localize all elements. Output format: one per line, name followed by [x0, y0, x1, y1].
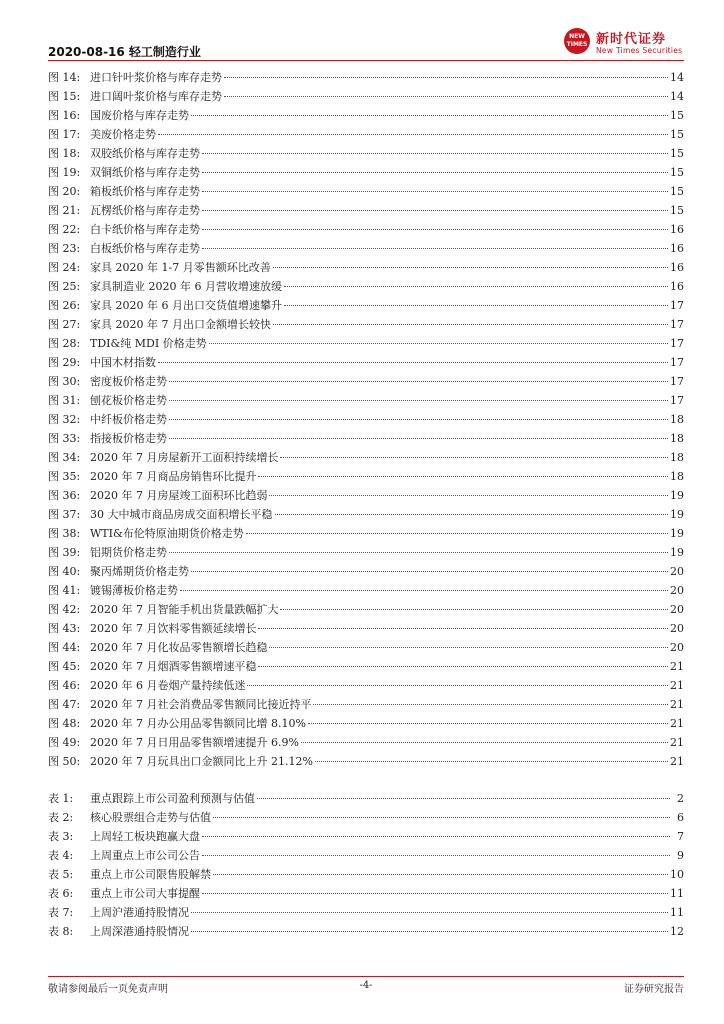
- entry-title: 2020 年 7 月玩具出口金额同比上升 21.12%: [90, 755, 313, 768]
- entry-label: 表 4:: [48, 849, 74, 862]
- entry-title: 上周轻工板块跑赢大盘: [90, 830, 200, 843]
- dot-leader: [257, 798, 670, 799]
- toc-figure-entry[interactable]: [48, 220, 684, 239]
- entry-title: 密度板价格走势: [90, 375, 167, 388]
- footer-page-number: -4-: [359, 980, 373, 991]
- entry-title: 中纤板价格走势: [90, 413, 167, 426]
- entry-label: 图 48:: [48, 717, 81, 730]
- entry-label: 图 19:: [48, 166, 81, 179]
- entry-title: 箱板纸价格与库存走势: [90, 185, 200, 198]
- footer-disclaimer: 敬请参阅最后一页免责声明: [48, 984, 168, 995]
- entry-page-number: 19: [670, 508, 684, 521]
- toc-figure-entry[interactable]: [48, 125, 684, 144]
- entry-label: 图 40:: [48, 565, 81, 578]
- entry-page-number: 14: [670, 71, 684, 84]
- entry-label: 图 49:: [48, 736, 81, 749]
- toc-table-entry[interactable]: [48, 827, 684, 846]
- dot-leader: [313, 704, 668, 705]
- entry-page-number: 21: [670, 679, 684, 692]
- toc-figure-entry[interactable]: [48, 372, 684, 391]
- dot-leader: [191, 931, 668, 932]
- toc-table-entry[interactable]: [48, 865, 684, 884]
- dot-leader: [280, 457, 668, 458]
- toc-figure-entry[interactable]: [48, 353, 684, 372]
- entry-page-number: 21: [670, 736, 684, 749]
- entry-label: 图 43:: [48, 622, 81, 635]
- dot-leader: [169, 419, 668, 420]
- dot-leader: [202, 855, 670, 856]
- entry-title: 进口阔叶浆价格与库存走势: [90, 90, 222, 103]
- dot-leader: [169, 438, 668, 439]
- entry-label: 图 31:: [48, 394, 81, 407]
- entry-page-number: 7: [677, 830, 684, 843]
- entry-page-number: 20: [670, 565, 684, 578]
- dot-leader: [169, 400, 668, 401]
- entry-page-number: 16: [670, 280, 684, 293]
- toc-table-entry[interactable]: [48, 789, 684, 808]
- entry-page-number: 18: [670, 470, 684, 483]
- entry-title: 2020 年 6 月卷烟产量持续低迷: [90, 679, 246, 692]
- dot-leader: [209, 343, 668, 344]
- entry-page-number: 19: [670, 527, 684, 540]
- entry-label: 图 17:: [48, 128, 81, 141]
- toc-figure-entry[interactable]: [48, 752, 684, 771]
- entry-page-number: 14: [670, 90, 684, 103]
- table-list: [48, 789, 684, 941]
- dot-leader: [191, 571, 668, 572]
- entry-label: 图 36:: [48, 489, 81, 502]
- dot-leader: [269, 647, 668, 648]
- entry-label: 图 30:: [48, 375, 81, 388]
- toc-figure-entry[interactable]: [48, 638, 684, 657]
- section-gap: [48, 771, 684, 789]
- entry-page-number: 20: [670, 641, 684, 654]
- entry-label: 图 29:: [48, 356, 81, 369]
- toc-figure-entry[interactable]: [48, 429, 684, 448]
- entry-title: 重点上市公司大事提醒: [90, 887, 200, 900]
- toc-figure-entry[interactable]: [48, 239, 684, 258]
- entry-label: 图 39:: [48, 546, 81, 559]
- entry-page-number: 16: [670, 223, 684, 236]
- dot-leader: [224, 96, 668, 97]
- entry-page-number: 18: [670, 432, 684, 445]
- entry-page-number: 15: [670, 147, 684, 160]
- toc-table-entry[interactable]: [48, 808, 684, 827]
- toc-figure-entry[interactable]: [48, 524, 684, 543]
- toc-figure-entry[interactable]: [48, 182, 684, 201]
- entry-page-number: 19: [670, 546, 684, 559]
- dot-leader: [246, 533, 668, 534]
- entry-page-number: 21: [670, 717, 684, 730]
- entry-label: 图 21:: [48, 204, 81, 217]
- entry-page-number: 18: [670, 451, 684, 464]
- entry-title: 国废价格与库存走势: [90, 109, 189, 122]
- entry-title: 白卡纸价格与库存走势: [90, 223, 200, 236]
- entry-label: 表 3:: [48, 830, 74, 843]
- entry-title: 家具 2020 年 1-7 月零售额环比改善: [90, 261, 271, 274]
- entry-title: 重点跟踪上市公司盈利预测与估值: [90, 792, 255, 805]
- toc-figure-entry[interactable]: [48, 486, 684, 505]
- toc-figure-entry[interactable]: [48, 87, 684, 106]
- dot-leader: [315, 761, 668, 762]
- logo-mark-line1: NEW: [569, 33, 585, 40]
- entry-label: 表 5:: [48, 868, 74, 881]
- entry-title: WTI&布伦特原油期货价格走势: [90, 527, 244, 540]
- entry-label: 图 23:: [48, 242, 81, 255]
- logo-english-name: New Times Securities: [596, 46, 683, 55]
- toc-figure-entry[interactable]: [48, 733, 684, 752]
- header-divider: [48, 60, 684, 61]
- page-header: [48, 32, 684, 62]
- entry-label: 图 16:: [48, 109, 81, 122]
- entry-title: 双胶纸价格与库存走势: [90, 147, 200, 160]
- entry-title: 2020 年 7 月办公用品零售额同比增 8.10%: [90, 717, 306, 730]
- toc-figure-entry[interactable]: [48, 448, 684, 467]
- dot-leader: [158, 134, 668, 135]
- entry-title: 进口针叶浆价格与库存走势: [90, 71, 222, 84]
- entry-page-number: 17: [670, 337, 684, 350]
- entry-title: 刨花板价格走势: [90, 394, 167, 407]
- dot-leader: [247, 685, 668, 686]
- entry-title: 2020 年 7 月日用品零售额增速提升 6.9%: [90, 736, 299, 749]
- figure-list: [48, 68, 684, 771]
- entry-label: 图 45:: [48, 660, 81, 673]
- entry-label: 表 6:: [48, 887, 74, 900]
- entry-label: 图 50:: [48, 755, 81, 768]
- dot-leader: [273, 324, 668, 325]
- entry-title: 上周重点上市公司公告: [90, 849, 200, 862]
- toc-figure-entry[interactable]: [48, 714, 684, 733]
- entry-title: 家具制造业 2020 年 6 月营收增速放缓: [90, 280, 282, 293]
- entry-label: 图 14:: [48, 71, 81, 84]
- entry-label: 图 47:: [48, 698, 81, 711]
- entry-label: 图 38:: [48, 527, 81, 540]
- entry-label: 表 8:: [48, 925, 74, 938]
- entry-page-number: 19: [670, 489, 684, 502]
- toc-figure-entry[interactable]: [48, 296, 684, 315]
- dot-leader: [191, 912, 668, 913]
- page-footer: [48, 980, 684, 996]
- entry-label: 表 2:: [48, 811, 74, 824]
- dot-leader: [202, 229, 668, 230]
- toc-table-entry[interactable]: [48, 846, 684, 865]
- toc-figure-entry[interactable]: [48, 315, 684, 334]
- entry-title: 瓦楞纸价格与库存走势: [90, 204, 200, 217]
- toc-figure-entry[interactable]: [48, 258, 684, 277]
- entry-label: 图 35:: [48, 470, 81, 483]
- entry-title: 重点上市公司限售股解禁: [90, 868, 211, 881]
- entry-page-number: 16: [670, 261, 684, 274]
- entry-page-number: 17: [670, 299, 684, 312]
- toc-table-entry[interactable]: [48, 884, 684, 903]
- entry-title: 上周沪港通持股情况: [90, 906, 189, 919]
- dot-leader: [308, 723, 668, 724]
- entry-page-number: 18: [670, 413, 684, 426]
- entry-title: 双铜纸价格与库存走势: [90, 166, 200, 179]
- entry-page-number: 21: [670, 755, 684, 768]
- dot-leader: [284, 305, 668, 306]
- entry-page-number: 20: [670, 584, 684, 597]
- entry-page-number: 20: [670, 622, 684, 635]
- entry-label: 图 25:: [48, 280, 81, 293]
- toc-figure-entry[interactable]: [48, 334, 684, 353]
- dot-leader: [258, 476, 668, 477]
- dot-leader: [258, 666, 668, 667]
- entry-page-number: 10: [670, 868, 684, 881]
- dot-leader: [213, 874, 668, 875]
- toc-table-entry[interactable]: [48, 922, 684, 941]
- entry-label: 图 20:: [48, 185, 81, 198]
- entry-label: 图 44:: [48, 641, 81, 654]
- table-of-contents: [48, 68, 684, 941]
- entry-title: 家具 2020 年 6 月出口交货值增速攀升: [90, 299, 282, 312]
- entry-label: 图 32:: [48, 413, 81, 426]
- entry-label: 图 22:: [48, 223, 81, 236]
- entry-page-number: 12: [670, 925, 684, 938]
- entry-page-number: 6: [677, 811, 684, 824]
- company-logo: [564, 26, 684, 60]
- logo-mark-line2: TIMES: [566, 41, 588, 48]
- entry-title: 2020 年 7 月房屋新开工面积持续增长: [90, 451, 279, 464]
- entry-page-number: 11: [670, 887, 684, 900]
- toc-figure-entry[interactable]: [48, 68, 684, 87]
- dot-leader: [202, 191, 668, 192]
- entry-label: 图 24:: [48, 261, 81, 274]
- entry-page-number: 21: [670, 660, 684, 673]
- entry-page-number: 20: [670, 603, 684, 616]
- entry-label: 图 33:: [48, 432, 81, 445]
- dot-leader: [191, 115, 668, 116]
- entry-page-number: 17: [670, 356, 684, 369]
- dot-leader: [273, 267, 668, 268]
- entry-page-number: 17: [670, 394, 684, 407]
- toc-figure-entry[interactable]: [48, 277, 684, 296]
- entry-page-number: 11: [670, 906, 684, 919]
- entry-title: 家具 2020 年 7 月出口金额增长较快: [90, 318, 271, 331]
- entry-title: 2020 年 7 月商品房销售环比提升: [90, 470, 257, 483]
- dot-leader: [180, 590, 668, 591]
- entry-page-number: 15: [670, 185, 684, 198]
- toc-figure-entry[interactable]: [48, 676, 684, 695]
- entry-page-number: 15: [670, 128, 684, 141]
- dot-leader: [213, 817, 670, 818]
- dot-leader: [280, 609, 668, 610]
- toc-figure-entry[interactable]: [48, 505, 684, 524]
- entry-label: 图 34:: [48, 451, 81, 464]
- entry-label: 图 18:: [48, 147, 81, 160]
- entry-title: 2020 年 7 月社会消费品零售额同比接近持平: [90, 698, 312, 711]
- entry-title: 30 大中城市商品房成交面积增长平稳: [90, 508, 273, 521]
- entry-page-number: 17: [670, 375, 684, 388]
- entry-title: 2020 年 7 月烟酒零售额增速平稳: [90, 660, 257, 673]
- logo-chinese-name: 新时代证券: [596, 32, 667, 47]
- entry-title: 指接板价格走势: [90, 432, 167, 445]
- entry-title: 2020 年 7 月饮料零售额延续增长: [90, 622, 257, 635]
- logo-mark-icon: [564, 28, 590, 54]
- toc-figure-entry[interactable]: [48, 106, 684, 125]
- toc-figure-entry[interactable]: [48, 562, 684, 581]
- entry-label: 图 28:: [48, 337, 81, 350]
- entry-label: 图 26:: [48, 299, 81, 312]
- toc-figure-entry[interactable]: [48, 391, 684, 410]
- entry-title: 核心股票组合走势与估值: [90, 811, 211, 824]
- entry-title: 美废价格走势: [90, 128, 156, 141]
- entry-title: TDI&纯 MDI 价格走势: [90, 337, 207, 350]
- entry-title: 白板纸价格与库存走势: [90, 242, 200, 255]
- entry-label: 表 7:: [48, 906, 74, 919]
- entry-title: 镀锡薄板价格走势: [90, 584, 178, 597]
- entry-page-number: 21: [670, 698, 684, 711]
- entry-title: 中国木材指数: [90, 356, 156, 369]
- dot-leader: [202, 248, 668, 249]
- entry-label: 图 46:: [48, 679, 81, 692]
- header-date-industry: 2020-08-16 轻工制造行业: [48, 45, 201, 59]
- entry-title: 铝期货价格走势: [90, 546, 167, 559]
- dot-leader: [301, 742, 668, 743]
- toc-figure-entry[interactable]: [48, 581, 684, 600]
- dot-leader: [269, 495, 668, 496]
- dot-leader: [258, 628, 668, 629]
- entry-page-number: 15: [670, 166, 684, 179]
- dot-leader: [275, 514, 669, 515]
- entry-label: 图 37:: [48, 508, 81, 521]
- toc-figure-entry[interactable]: [48, 467, 684, 486]
- entry-label: 图 41:: [48, 584, 81, 597]
- dot-leader: [158, 362, 668, 363]
- entry-page-number: 15: [670, 109, 684, 122]
- toc-figure-entry[interactable]: [48, 695, 684, 714]
- entry-page-number: 15: [670, 204, 684, 217]
- toc-figure-entry[interactable]: [48, 657, 684, 676]
- dot-leader: [169, 552, 668, 553]
- entry-title: 2020 年 7 月化妆品零售额增长趋稳: [90, 641, 268, 654]
- toc-figure-entry[interactable]: [48, 163, 684, 182]
- toc-figure-entry[interactable]: [48, 600, 684, 619]
- dot-leader: [202, 893, 668, 894]
- footer-divider: [48, 976, 684, 977]
- entry-label: 图 42:: [48, 603, 81, 616]
- toc-figure-entry[interactable]: [48, 619, 684, 638]
- toc-figure-entry[interactable]: [48, 144, 684, 163]
- dot-leader: [202, 836, 670, 837]
- entry-page-number: 9: [677, 849, 684, 862]
- toc-table-entry[interactable]: [48, 903, 684, 922]
- toc-figure-entry[interactable]: [48, 201, 684, 220]
- toc-figure-entry[interactable]: [48, 410, 684, 429]
- entry-label: 图 15:: [48, 90, 81, 103]
- dot-leader: [284, 286, 668, 287]
- footer-report-type: 证券研究报告: [624, 984, 684, 995]
- entry-title: 上周深港通持股情况: [90, 925, 189, 938]
- entry-title: 聚丙烯期货价格走势: [90, 565, 189, 578]
- entry-label: 图 27:: [48, 318, 81, 331]
- entry-page-number: 2: [677, 792, 684, 805]
- entry-page-number: 17: [670, 318, 684, 331]
- dot-leader: [169, 381, 668, 382]
- entry-label: 表 1:: [48, 792, 74, 805]
- dot-leader: [202, 153, 668, 154]
- dot-leader: [202, 172, 668, 173]
- dot-leader: [202, 210, 668, 211]
- entry-page-number: 16: [670, 242, 684, 255]
- entry-title: 2020 年 7 月房屋竣工面积环比趋弱: [90, 489, 268, 502]
- entry-title: 2020 年 7 月智能手机出货量跌幅扩大: [90, 603, 279, 616]
- toc-figure-entry[interactable]: [48, 543, 684, 562]
- dot-leader: [224, 77, 668, 78]
